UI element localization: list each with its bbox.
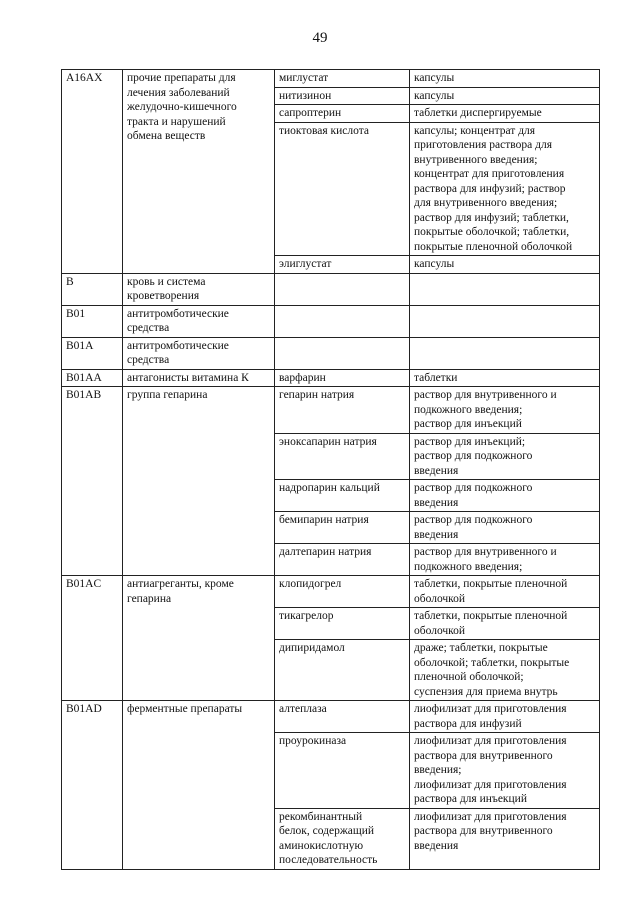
drug-name-cell: эноксапарин натрия (275, 433, 410, 480)
atc-code-cell: B01AC (62, 576, 123, 701)
atc-code-cell: B01AB (62, 387, 123, 576)
drug-name-cell: тиоктовая кислота (275, 122, 410, 256)
atc-code-cell: B01AD (62, 701, 123, 870)
dosage-form-cell: раствор для внутривенного и подкожного введения; (410, 544, 600, 576)
table-row (62, 70, 600, 88)
atc-code-cell: B01 (62, 305, 123, 337)
group-name-cell: ферментные препараты (123, 701, 275, 870)
dosage-form-cell (410, 305, 600, 337)
dosage-form-cell: лиофилизат для приготовления раствора для внутривенного введения (410, 808, 600, 869)
group-name-cell: антитромботические средства (123, 337, 275, 369)
dosage-form-cell: лиофилизат для приготовления раствора для инфузий (410, 701, 600, 733)
drug-name-cell (275, 273, 410, 305)
drug-name-cell: надропарин кальций (275, 480, 410, 512)
drug-name-cell: миглустат (275, 70, 410, 88)
drug-name-cell: элиглустат (275, 256, 410, 274)
drug-name-cell (275, 337, 410, 369)
drug-name-cell: варфарин (275, 369, 410, 387)
drug-name-cell: алтеплаза (275, 701, 410, 733)
group-name-cell: антагонисты витамина К (123, 369, 275, 387)
dosage-form-cell: капсулы; концентрат для приготовления раствора для внутривенного введения; концентрат для приготовления раствора для инфузий; раствор для внутривенного введения; раствор для инфузий; таблетки, покрытые оболочкой; таблетки, покрытые пленочной оболочкой (410, 122, 600, 256)
dosage-form-cell: драже; таблетки, покрытые оболочкой; таблетки, покрытые пленочной оболочкой; суспензия для приема внутрь (410, 640, 600, 701)
drug-name-cell: далтепарин натрия (275, 544, 410, 576)
drug-name-cell: нитизинон (275, 87, 410, 105)
dosage-form-cell: раствор для подкожного введения (410, 480, 600, 512)
dosage-form-cell (410, 337, 600, 369)
group-name-cell: группа гепарина (123, 387, 275, 576)
dosage-form-cell: таблетки, покрытые пленочной оболочкой (410, 608, 600, 640)
atc-code-cell: B (62, 273, 123, 305)
drug-name-cell: проурокиназа (275, 733, 410, 809)
drug-name-cell: рекомбинантный белок, содержащий аминокислотную последовательность (275, 808, 410, 869)
drug-name-cell: клопидогрел (275, 576, 410, 608)
dosage-form-cell (410, 273, 600, 305)
table-row (62, 369, 600, 387)
table-row (62, 576, 600, 608)
group-name-cell: антиагреганты, кроме гепарина (123, 576, 275, 701)
dosage-form-cell: капсулы (410, 87, 600, 105)
group-name-cell: антитромботические средства (123, 305, 275, 337)
drug-name-cell: тикагрелор (275, 608, 410, 640)
drug-name-cell: дипиридамол (275, 640, 410, 701)
dosage-form-cell: раствор для инъекций; раствор для подкожного введения (410, 433, 600, 480)
dosage-form-cell: лиофилизат для приготовления раствора для внутривенного введения; лиофилизат для приготовления раствора для инъекций (410, 733, 600, 809)
dosage-form-cell: таблетки диспергируемые (410, 105, 600, 123)
drug-name-cell (275, 305, 410, 337)
table-row (62, 701, 600, 733)
atc-code-cell: B01AA (62, 369, 123, 387)
dosage-form-cell: таблетки (410, 369, 600, 387)
group-name-cell: прочие препараты для лечения заболеваний желудочно-кишечного тракта и нарушений обмена веществ (123, 70, 275, 274)
dosage-form-cell: раствор для внутривенного и подкожного введения; раствор для инъекций (410, 387, 600, 434)
drug-name-cell: гепарин натрия (275, 387, 410, 434)
group-name-cell: кровь и система кроветворения (123, 273, 275, 305)
atc-code-cell: A16AX (62, 70, 123, 274)
atc-code-cell: B01A (62, 337, 123, 369)
page-number: 49 (312, 30, 328, 46)
table-row (62, 337, 600, 369)
dosage-form-cell: капсулы (410, 256, 600, 274)
drug-name-cell: бемипарин натрия (275, 512, 410, 544)
dosage-form-cell: раствор для подкожного введения (410, 512, 600, 544)
dosage-form-cell: капсулы (410, 70, 600, 88)
drug-classification-table (61, 69, 600, 870)
table-row (62, 305, 600, 337)
dosage-form-cell: таблетки, покрытые пленочной оболочкой (410, 576, 600, 608)
table-row (62, 273, 600, 305)
drug-name-cell: сапроптерин (275, 105, 410, 123)
table-row (62, 387, 600, 434)
